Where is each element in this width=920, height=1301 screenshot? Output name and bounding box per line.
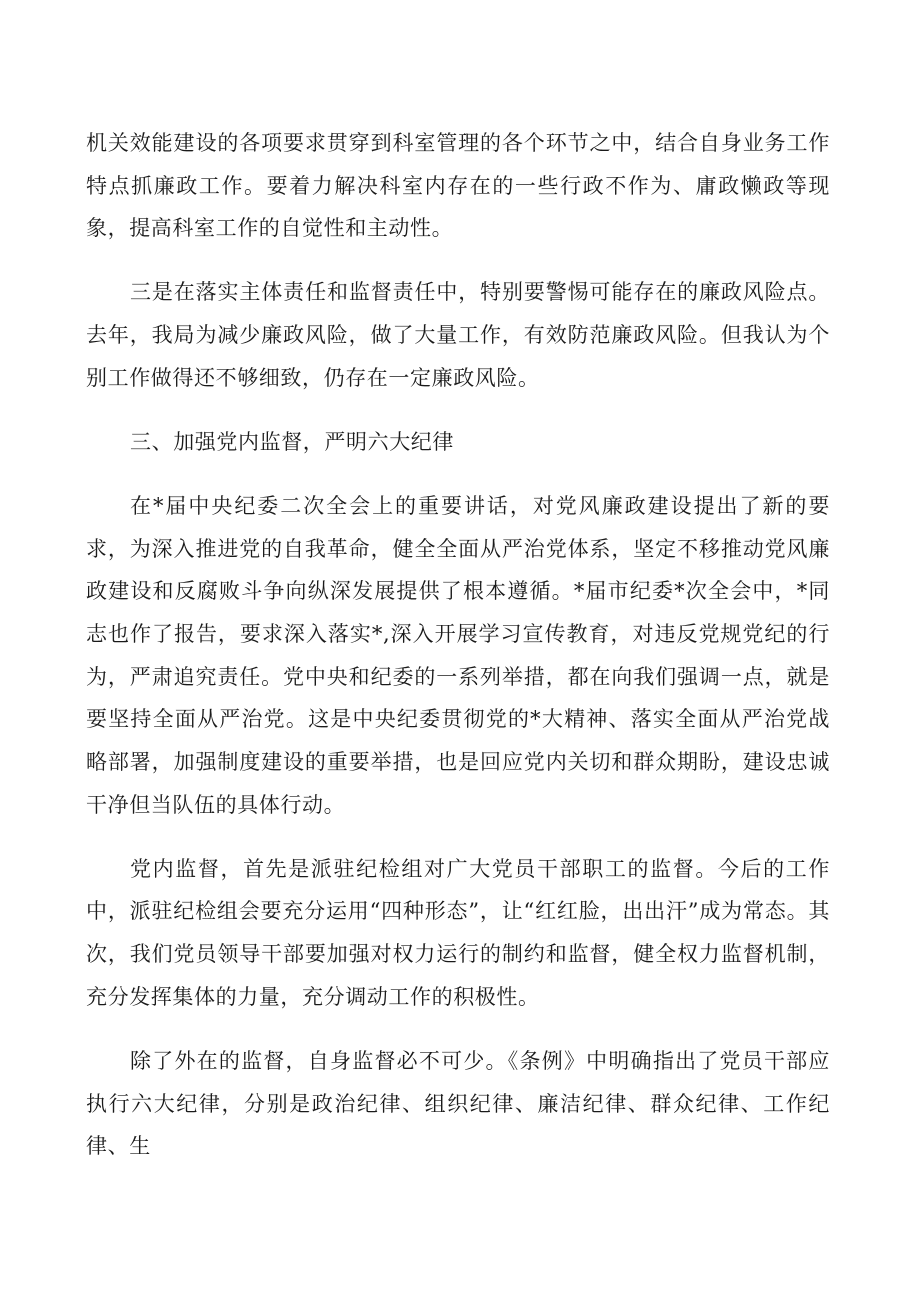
paragraph-1: 机关效能建设的各项要求贯穿到科室管理的各个环节之中，结合自身业务工作特点抓廉政工作。要着力解决科室内存在的一些行政不作为、庸政懒政等现象，提高科室工作的自觉性和主动性。 [86,131,830,241]
paragraph-2: 三是在落实主体责任和监督责任中，特别要警惕可能存在的廉政风险点。去年，我局为减少廉政风险，做了大量工作，有效防范廉政风险。但我认为个别工作做得还不够细致，仍存在一定廉政风险。 [86,280,830,390]
paragraph-3: 在*届中央纪委二次全会上的重要讲话，对党风廉政建设提出了新的要求，为深入推进党的自我革命，健全全面从严治党体系，坚定不移推动党风廉政建设和反腐败斗争向纵深发展提供了根本遵循。*届市纪委*次全会中，*同志也作了报告，要求深入落实*,深入开展学习宣传教育，对违反党规党纪的行为，严肃追究责任。党中央和纪委的一系列举措，都在向我们强调一点，就是要坚持全面从严治党。这是中央纪委贯彻党的*大精神、落实全面从严治党战略部署，加强制度建设的重要举措，也是回应党内关切和群众期盼，建设忠诚干净但当队伍的具体行动。 [86,493,830,817]
paragraph-4: 党内监督，首先是派驻纪检组对广大党员干部职工的监督。今后的工作中，派驻纪检组会要充分运用“四种形态”，让“红红脸，出出汗”成为常态。其次，我们党员领导干部要加强对权力运行的制约和监督，健全权力监督机制，充分发挥集体的力量，充分调动工作的积极性。 [86,856,830,1009]
paragraph-5: 除了外在的监督，自身监督必不可少。《条例》中明确指出了党员干部应执行六大纪律，分别是政治纪律、组织纪律、廉洁纪律、群众纪律、工作纪律、生 [86,1048,830,1159]
section-heading: 三、加强党内监督，严明六大纪律 [130,429,454,454]
document-body [86,122,830,1189]
